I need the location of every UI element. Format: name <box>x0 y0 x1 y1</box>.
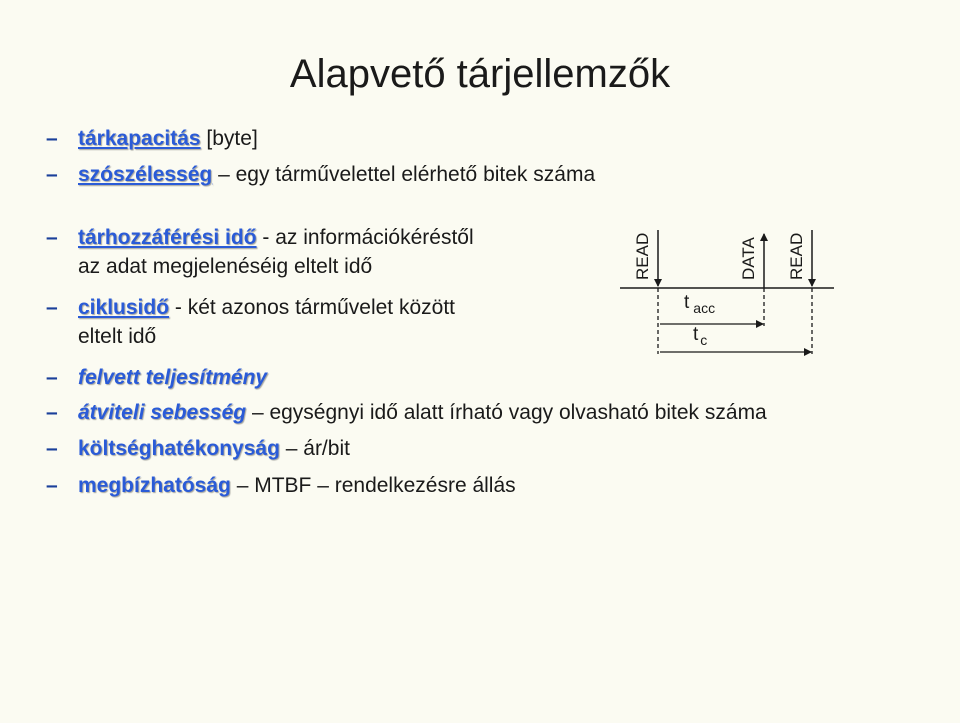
bullet-dash: – <box>46 127 58 150</box>
desc-reliability: – MTBF – rendelkezésre állás <box>236 474 516 497</box>
desc-cost: – ár/bit <box>285 437 350 460</box>
bullet-dash: – <box>46 226 58 249</box>
bullet-dash: – <box>46 296 58 319</box>
bullet-reliability <box>46 471 516 500</box>
page-title: Alapvető tárjellemzők <box>289 52 671 96</box>
bullet-capacity <box>46 124 258 153</box>
bullet-dash: – <box>46 366 58 389</box>
tacc-main: t <box>684 292 690 313</box>
term-rate: átviteli sebesség <box>78 401 247 424</box>
desc-access: - az információkéréstől <box>262 226 474 249</box>
bullet-cost <box>46 434 350 463</box>
data-label: DATA <box>739 237 758 280</box>
desc-cycle: - két azonos tárművelet között <box>174 296 456 319</box>
bullet-dash: – <box>46 163 58 186</box>
read1-label: READ <box>633 232 652 280</box>
timing-diagram <box>618 222 838 362</box>
bullet-dash: – <box>46 401 58 424</box>
desc-rate: – egységnyi idő alatt írható vagy olvasható bitek száma <box>251 401 767 424</box>
bullet-cycle <box>46 293 455 322</box>
read2-label: READ <box>787 232 806 280</box>
bullet-dash: – <box>46 437 58 460</box>
desc-cycle-cont: eltelt idő <box>78 325 157 348</box>
term-cycle: ciklusidő <box>78 296 170 319</box>
tc-label <box>693 324 707 348</box>
term-cost: költséghatékonyság <box>78 437 280 460</box>
term-access: tárhozzáférési idő <box>78 226 257 249</box>
tacc-label <box>684 292 715 316</box>
bullet-wordwidth <box>46 160 595 189</box>
desc-wordwidth: – egy tárművelettel elérhető bitek száma <box>218 163 596 186</box>
term-reliability: megbízhatóság <box>78 474 231 497</box>
bullet-access <box>46 223 474 252</box>
term-capacity: tárkapacitás <box>78 127 201 150</box>
desc-capacity: [byte] <box>206 127 258 150</box>
desc-access-cont: az adat megjelenéséig eltelt idő <box>78 255 373 278</box>
bullet-rate <box>46 398 767 427</box>
tc-main: t <box>693 324 699 345</box>
bullet-dash: – <box>46 474 58 497</box>
bullet-perf <box>46 363 267 392</box>
term-perf: felvett teljesítmény <box>78 366 268 389</box>
tacc-sub: acc <box>693 300 716 316</box>
tc-sub: c <box>700 332 708 348</box>
term-wordwidth: szószélesség <box>78 163 213 186</box>
